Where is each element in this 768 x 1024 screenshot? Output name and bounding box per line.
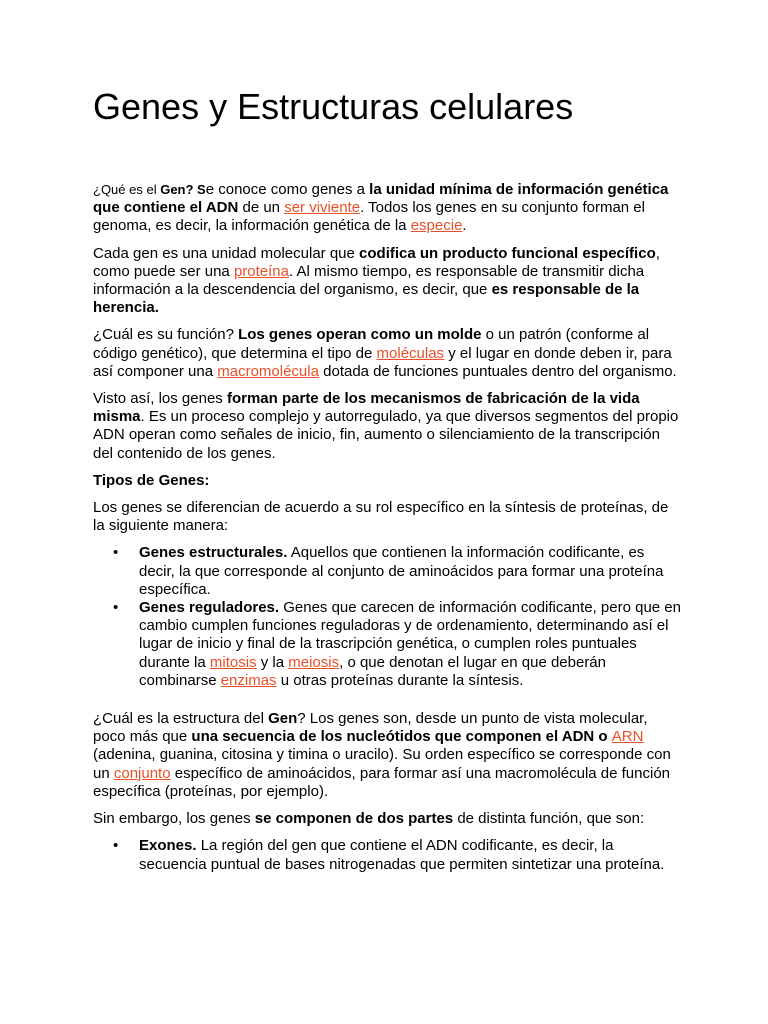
spacer	[93, 700, 683, 710]
link-macromolecula[interactable]: macromolécula	[217, 362, 319, 380]
page-title: Genes y Estructuras celulares	[93, 86, 574, 127]
bullet-icon: •	[113, 837, 119, 855]
paragraph-unidad-molecular: Cada gen es una unidad molecular que codifica un producto funcional específico, como puede ser una proteína. Al mismo tiempo, es responsable de transmitir dicha información a la descendencia del organismo, es decir, que es responsable de la herencia.	[93, 244, 660, 317]
bullet-icon: •	[113, 599, 119, 617]
paragraph-estructura: ¿Cuál es la estructura del Gen? Los genes son, desde un punto de vista molecular, poco más que una secuencia de los nucleótidos que componen el ADN o ARN (adenina, guanina, citosina y timina o uracilo). Su orden específico se corresponde con un conjunto específico de aminoácidos, para formar así una macromolécula de función específica (proteínas, por ejemplo).	[93, 710, 671, 800]
heading-tipos-de-genes: Tipos de Genes:	[93, 471, 210, 489]
link-arn[interactable]: ARN	[611, 728, 644, 746]
link-conjunto[interactable]: conjunto	[113, 764, 171, 782]
list-item: • Genes estructurales. Aquellos que contienen la información codificante, es decir, la que corresponde al conjunto de aminoácidos para formar una proteína específica.	[113, 544, 664, 598]
document-body	[93, 181, 683, 884]
link-meiosis[interactable]: meiosis	[288, 653, 340, 671]
list-tipos-de-genes	[93, 544, 683, 690]
paragraph-funcion: ¿Cuál es su función? Los genes operan como un molde o un patrón (conforme al código genético), que determina el tipo de moléculas y el lugar en donde deben ir, para así componer una macromolécula dotada de funciones puntuales dentro del organismo.	[93, 326, 677, 380]
list-item: • Genes reguladores. Genes que carecen de información codificante, pero que en cambio cumplen funciones reguladoras y de ordenamiento, determinando así el lugar de inicio y final de la trascripción genética, o cumplen roles puntuales durante la mitosis y la meiosis, o que denotan el lugar en que deberán combinarse enzimas u otras proteínas durante la síntesis.	[113, 599, 681, 689]
link-especie[interactable]: especie	[410, 217, 463, 235]
paragraph-visto-asi: Visto así, los genes forman parte de los mecanismos de fabricación de la vida misma. Es un proceso complejo y autorregulado, ya que diversos segmentos del propio ADN operan como señales de inicio, fin, aumento o silenciamiento de la transcripción del contenido de los genes.	[93, 390, 679, 462]
link-moleculas[interactable]: moléculas	[376, 344, 445, 362]
link-mitosis[interactable]: mitosis	[209, 653, 257, 671]
bullet-icon: •	[113, 544, 119, 562]
list-partes	[93, 837, 683, 873]
link-proteina[interactable]: proteína	[233, 262, 289, 280]
link-ser-viviente[interactable]: ser viviente	[284, 199, 361, 217]
paragraph-tipos-intro: Los genes se diferencian de acuerdo a su rol específico en la síntesis de proteínas, de la siguiente manera:	[93, 499, 669, 535]
paragraph-dos-partes: Sin embargo, los genes se componen de dos partes de distinta función, que son:	[93, 810, 645, 828]
paragraph-que-es-gen: ¿Qué es el Gen? Se conoce como genes a la unidad mínima de información genética que contiene el ADN de un ser viviente. Todos los genes en su conjunto forman el genoma, es decir, la información genética de la especie.	[93, 181, 669, 235]
link-enzimas[interactable]: enzimas	[220, 671, 277, 689]
list-item: • Exones. La región del gen que contiene el ADN codificante, es decir, la secuencia puntual de bases nitrogenadas que permiten sintetizar una proteína.	[113, 837, 665, 873]
